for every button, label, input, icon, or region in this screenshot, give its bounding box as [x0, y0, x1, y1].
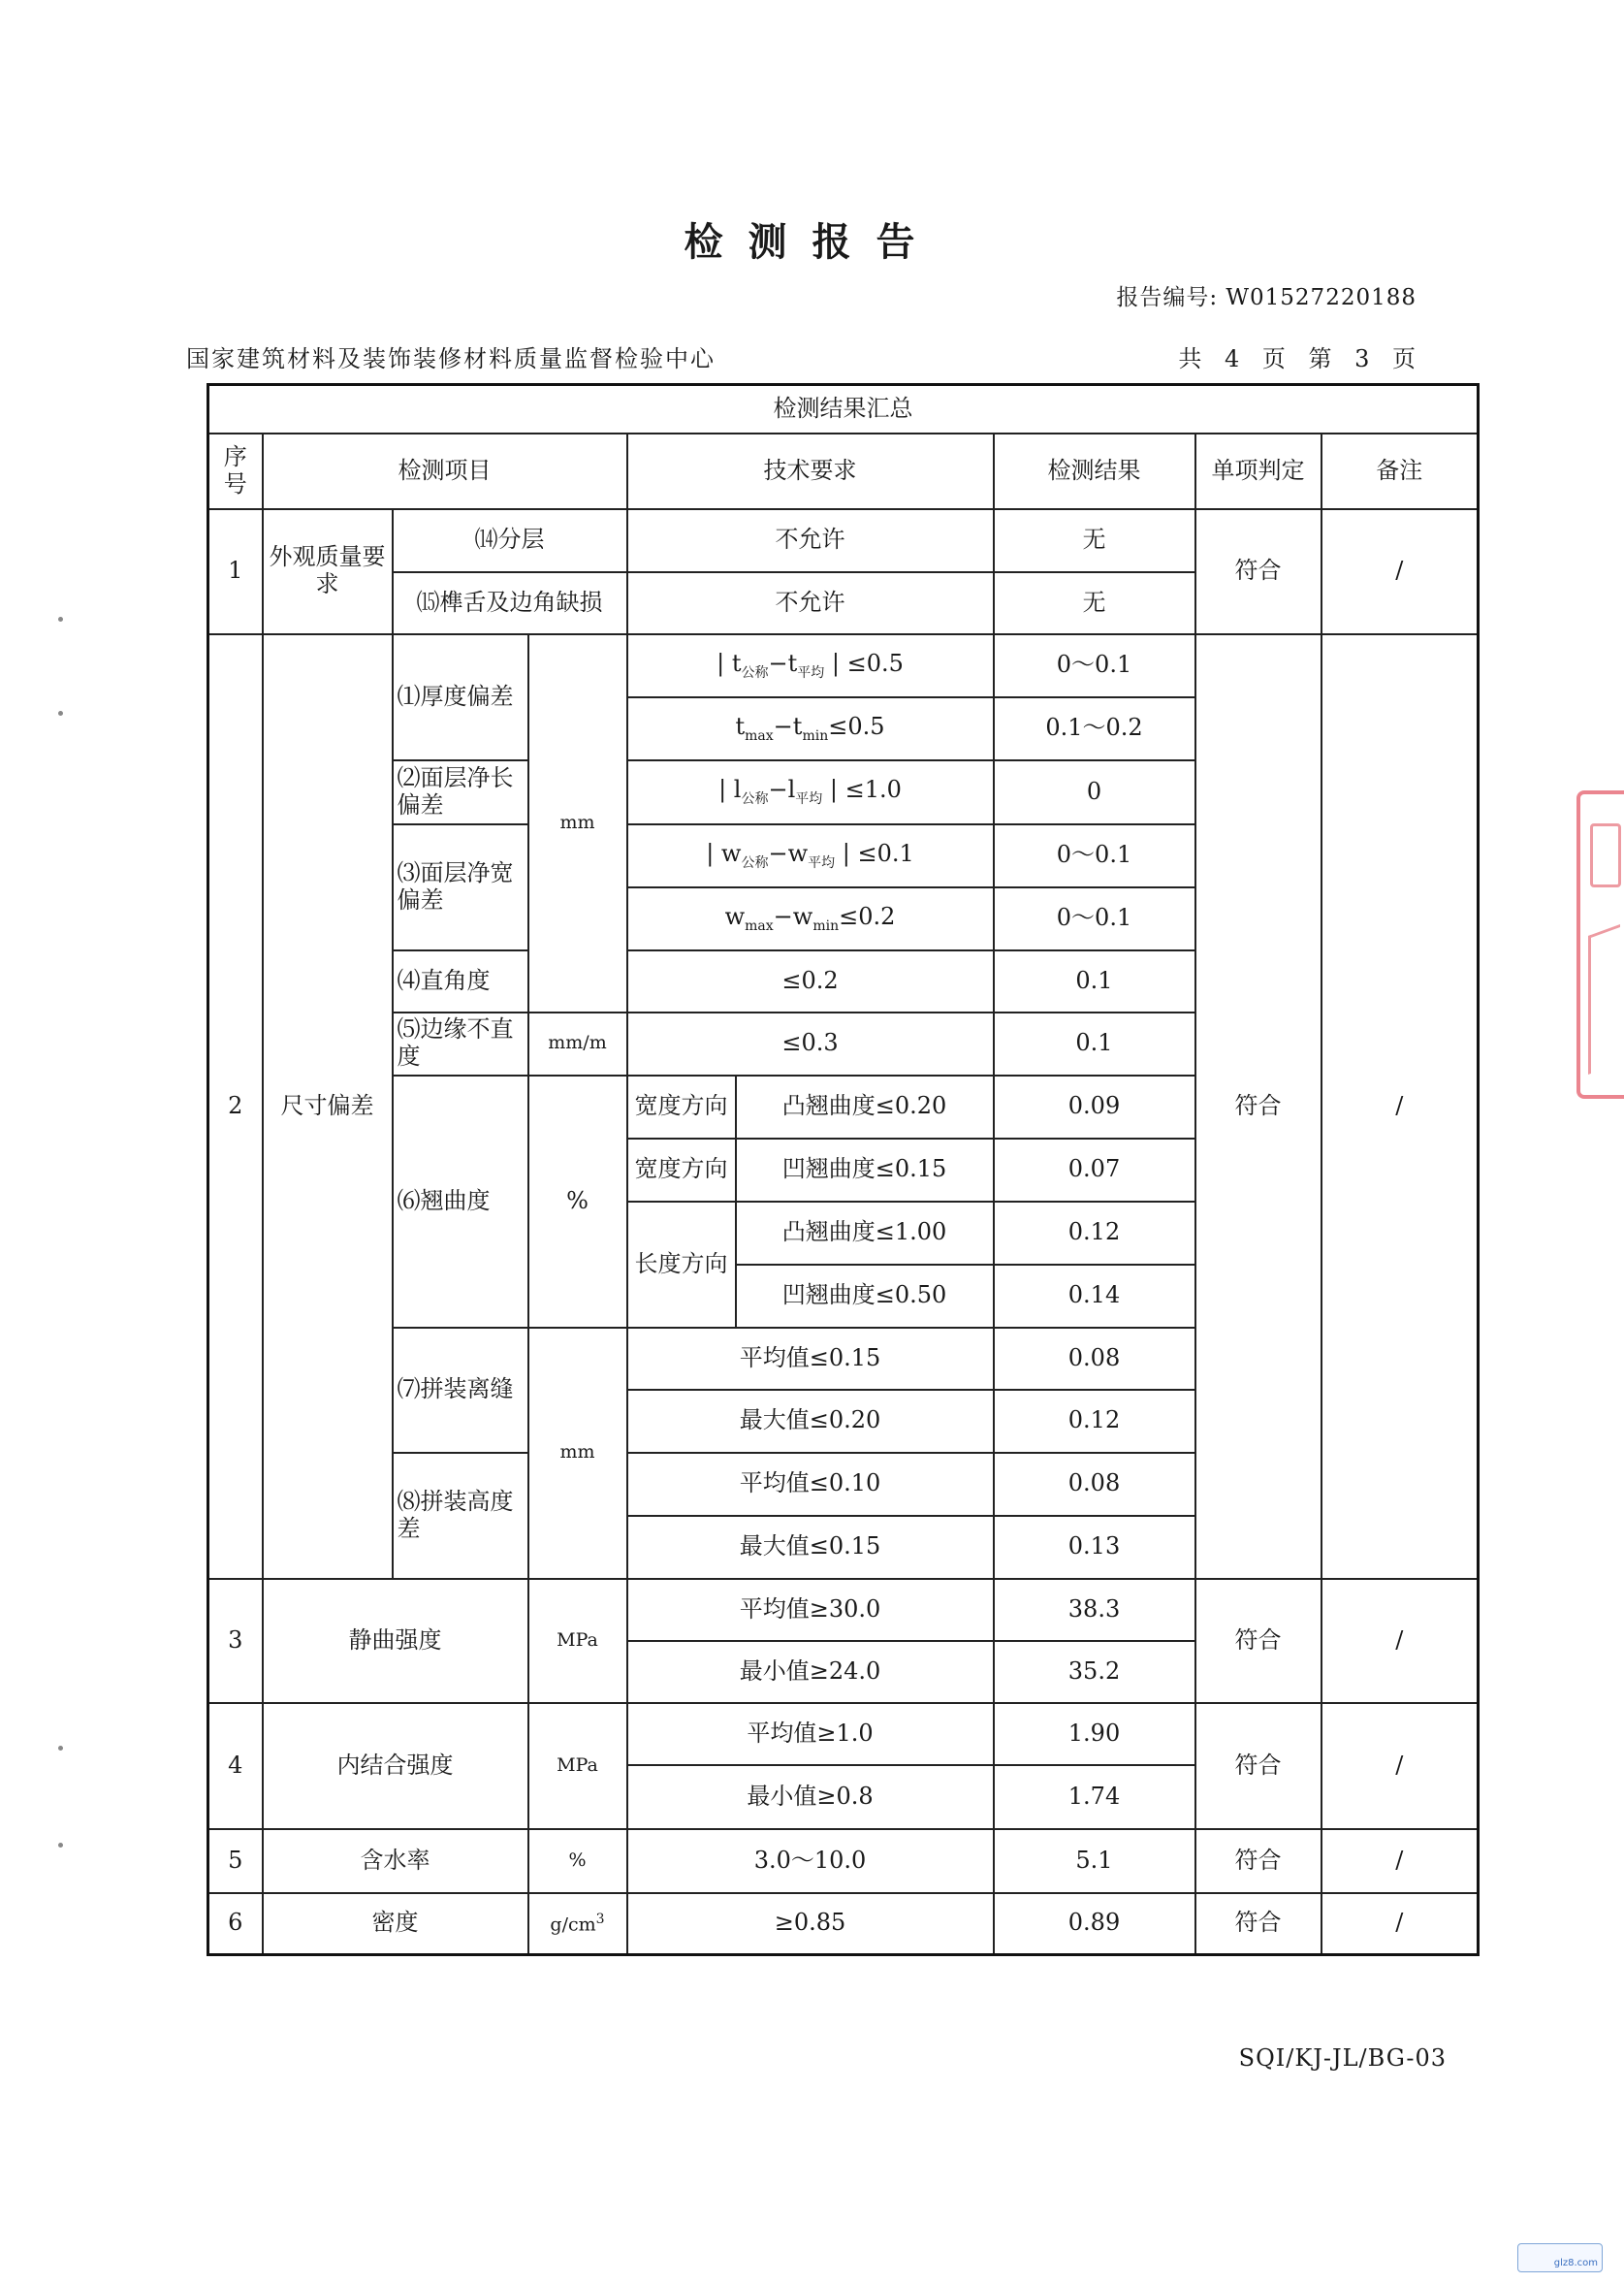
result-cell: 1.90: [994, 1703, 1195, 1765]
result-cell: 无: [994, 572, 1195, 634]
remark-cell: /: [1321, 634, 1479, 1579]
unit-cell: %: [528, 1076, 627, 1328]
requirement-cell: $w_{max}-w_{min}\le 0.2$: [627, 887, 994, 950]
requirement-cell: 凹翘曲度≤0.50: [736, 1265, 994, 1328]
judgement-cell: 符合: [1195, 1579, 1321, 1703]
result-cell: 无: [994, 509, 1195, 572]
direction-cell: 宽度方向: [627, 1139, 736, 1202]
sub-item: ⑻拼装高度差: [393, 1453, 528, 1579]
requirement-cell: | $w_{公称}-w_{平均}$ | ≤0.1: [627, 824, 994, 887]
result-cell: 38.3: [994, 1579, 1195, 1641]
header-remark: 备注: [1321, 434, 1479, 509]
scan-speck: [58, 711, 63, 716]
requirement-cell: 最大值≤0.15: [627, 1516, 994, 1579]
requirement-cell: 平均值≤0.10: [627, 1453, 994, 1516]
direction-cell: 宽度方向: [627, 1076, 736, 1139]
header-result: 检测结果: [994, 434, 1195, 509]
item-name: 含水率: [263, 1829, 528, 1893]
header-judgement: 单项判定: [1195, 434, 1321, 509]
remark-cell: /: [1321, 1703, 1479, 1829]
judgement-cell: 符合: [1195, 1703, 1321, 1829]
result-cell: 0.1: [994, 1013, 1195, 1076]
sub-item: ⑴厚度偏差: [393, 634, 528, 760]
requirement-cell: 平均值≥30.0: [627, 1579, 994, 1641]
unit-cell: %: [528, 1829, 627, 1893]
requirement-cell: | $t_{公称}-t_{平均}$ | ≤0.5: [627, 634, 994, 697]
direction-cell: 长度方向: [627, 1202, 736, 1328]
judgement-cell: 符合: [1195, 1829, 1321, 1893]
scan-speck: [58, 617, 63, 622]
unit-cell: MPa: [528, 1579, 627, 1703]
result-cell: 0.14: [994, 1265, 1195, 1328]
unit-cell: mm/m: [528, 1013, 627, 1076]
result-cell: 0.13: [994, 1516, 1195, 1579]
seq-cell: 4: [208, 1703, 263, 1829]
requirement-cell: 凹翘曲度≤0.15: [736, 1139, 994, 1202]
item-name: 尺寸偏差: [263, 634, 393, 1579]
requirement-cell: 平均值≤0.15: [627, 1328, 994, 1390]
header-requirement: 技术要求: [627, 434, 994, 509]
requirement-cell: ≥0.85: [627, 1893, 994, 1955]
requirement-cell: 最小值≥24.0: [627, 1641, 994, 1703]
requirement-cell: | $l_{公称}-l_{平均}$ | ≤1.0: [627, 760, 994, 824]
judgement-cell: 符合: [1195, 634, 1321, 1579]
sub-item: ⑶面层净宽偏差: [393, 824, 528, 950]
sub-item: ⑺拼装离缝: [393, 1328, 528, 1453]
result-cell: 0.12: [994, 1390, 1195, 1453]
requirement-cell: ≤0.2: [627, 950, 994, 1013]
unit-cell: MPa: [528, 1703, 627, 1829]
requirement-cell: 最小值≥0.8: [627, 1765, 994, 1829]
result-cell: 35.2: [994, 1641, 1195, 1703]
seq-cell: 3: [208, 1579, 263, 1703]
seq-cell: 5: [208, 1829, 263, 1893]
sub-item: ⑵面层净长偏差: [393, 760, 528, 824]
sub-item: ⑸边缘不直度: [393, 1013, 528, 1076]
result-cell: 5.1: [994, 1829, 1195, 1893]
remark-cell: /: [1321, 1893, 1479, 1955]
result-cell: 0.1～0.2: [994, 697, 1195, 760]
requirement-cell: 平均值≥1.0: [627, 1703, 994, 1765]
result-cell: 0.08: [994, 1328, 1195, 1390]
result-cell: 0～0.1: [994, 887, 1195, 950]
report-title: 检测报告: [684, 220, 940, 265]
requirement-cell: 凸翘曲度≤0.20: [736, 1076, 994, 1139]
requirement-cell: 最大值≤0.20: [627, 1390, 994, 1453]
scan-speck: [58, 1843, 63, 1848]
judgement-cell: 符合: [1195, 509, 1321, 634]
requirement-cell: 3.0～10.0: [627, 1829, 994, 1893]
item-name: 静曲强度: [263, 1579, 528, 1703]
result-cell: 0.09: [994, 1076, 1195, 1139]
remark-cell: /: [1321, 509, 1479, 634]
seq-cell: 1: [208, 509, 263, 634]
seq-cell: 6: [208, 1893, 263, 1955]
result-cell: 0.12: [994, 1202, 1195, 1265]
requirement-cell: 不允许: [627, 572, 994, 634]
requirement-cell: 凸翘曲度≤1.00: [736, 1202, 994, 1265]
scan-speck: [58, 1746, 63, 1751]
result-cell: 0.1: [994, 950, 1195, 1013]
report-number: 报告编号: W01527220188: [1116, 285, 1417, 310]
header-seq: 序号: [208, 434, 263, 509]
page-indicator: 共 4 页 第 3 页: [1178, 345, 1417, 372]
unit-cell: mm: [528, 634, 627, 1013]
item-name: 密度: [263, 1893, 528, 1955]
header-item: 检测项目: [263, 434, 627, 509]
results-table: [207, 383, 1480, 1956]
result-cell: 0.07: [994, 1139, 1195, 1202]
organization-name: 国家建筑材料及装饰装修材料质量监督检验中心: [186, 345, 716, 372]
result-cell: 0.08: [994, 1453, 1195, 1516]
remark-cell: /: [1321, 1579, 1479, 1703]
unit-cell: mm: [528, 1328, 627, 1579]
unit-cell: $g/cm^3$: [528, 1893, 627, 1955]
sub-item: ⑷直角度: [393, 950, 528, 1013]
remark-cell: /: [1321, 1829, 1479, 1893]
seq-cell: 2: [208, 634, 263, 1579]
sub-item: ⒁分层: [393, 509, 627, 572]
result-cell: 1.74: [994, 1765, 1195, 1829]
item-name: 外观质量要求: [263, 509, 393, 634]
result-cell: 0～0.1: [994, 634, 1195, 697]
item-name: 内结合强度: [263, 1703, 528, 1829]
requirement-cell: 不允许: [627, 509, 994, 572]
sub-item: ⑹翘曲度: [393, 1076, 528, 1328]
requirement-cell: $t_{max}-t_{min}\le 0.5$: [627, 697, 994, 760]
site-watermark: glz8.com: [1517, 2243, 1603, 2272]
table-caption: 检测结果汇总: [208, 385, 1479, 434]
red-seal-stamp: [1576, 790, 1624, 1099]
sub-item: ⒂榫舌及边角缺损: [393, 572, 627, 634]
result-cell: 0.89: [994, 1893, 1195, 1955]
form-code: SQI/KJ-JL/BG-03: [1238, 2044, 1447, 2072]
result-cell: 0: [994, 760, 1195, 824]
requirement-cell: ≤0.3: [627, 1013, 994, 1076]
judgement-cell: 符合: [1195, 1893, 1321, 1955]
result-cell: 0～0.1: [994, 824, 1195, 887]
